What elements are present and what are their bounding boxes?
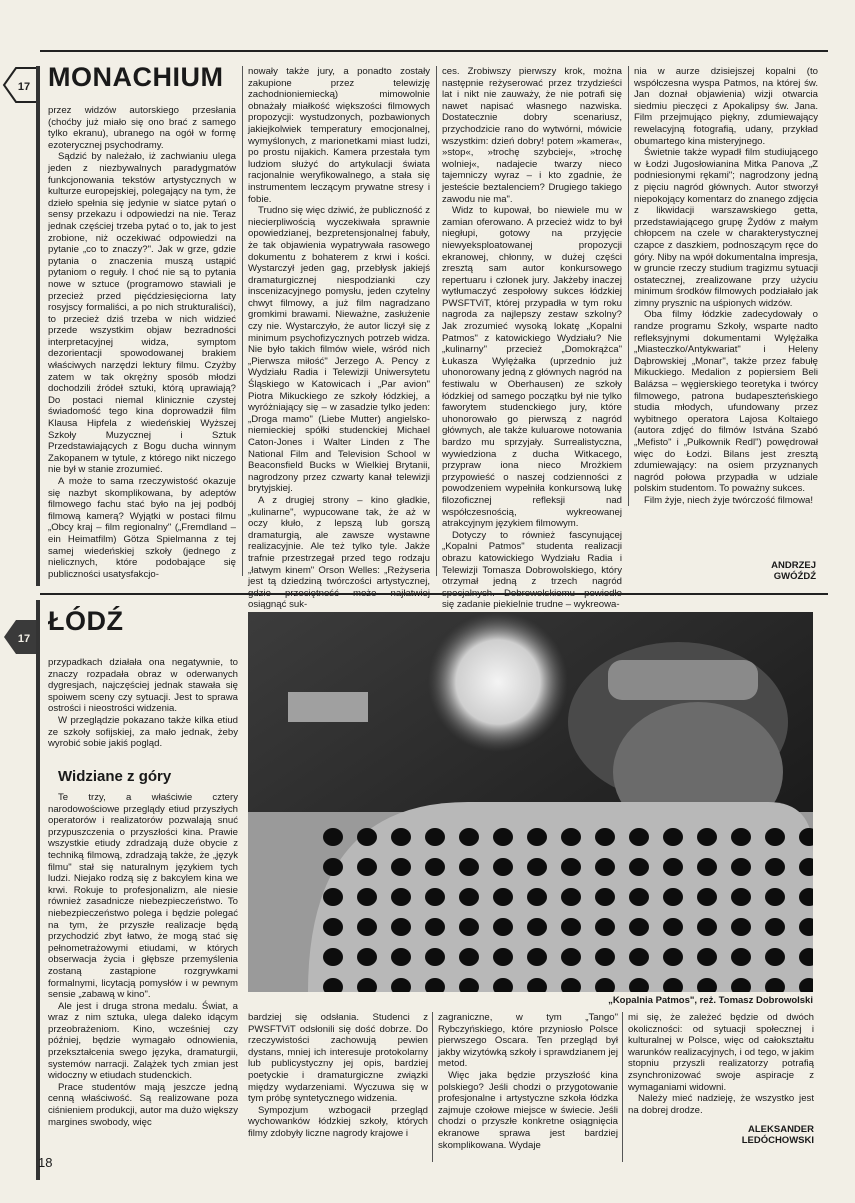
photo-caption: „Kopalnia Patmos", reż. Tomasz Dobrowolski (608, 995, 813, 1006)
section-subhead: Widziane z góry (58, 768, 172, 785)
paragraph: A z drugiej strony – kino gładkie, „kulinarne", wypucowane tak, że aż w oczy kłuło, z lepszą lub gorszą dramaturgią, ale zawsze wystawne realizacyjnie. Ale też tylko tyle. Jakże trafnie przestrzegał przed tego rodzaju „łatwym kinem" Orson Welles: „Reżyseria jest tą dziedziną twórczości artystycznej, osiągnąć suk- (248, 494, 430, 611)
column-divider (436, 66, 437, 576)
paragraph: mi się, że zależeć będzie od dwóch okoliczności: od sytuacji społecznej i kulturalnej w Polsce, więc od całokształtu warunków realizacyjnych, i od tego, w jakim stopniu przyszli realizatorzy potrafią zsynchronizować swoje aspiracje z wymaganiami widowni. (628, 1012, 814, 1093)
page-number: 18 (38, 1155, 53, 1170)
column-divider (628, 66, 629, 506)
paragraph: Więc jaka będzie przyszłość kina polskiego? Jeśli chodzi o przygotowanie profesjonalne i artystyczne szkoła łódzka zajmuje czołowe miejsce w świecie. Jeśli chodzi o przyszłe konkretne osiągnięcia ekranowe sprawa jest bardziej skomplikowana. Wydaje (438, 1069, 618, 1151)
film-still-photo (248, 612, 813, 992)
article2-column-1-bottom (48, 792, 238, 1158)
badge-bar (36, 66, 40, 586)
article2-author (690, 1124, 814, 1146)
article-title: ŁÓDŹ (48, 606, 124, 636)
paragraph: Film żyje, niech żyje twórczość filmowa! (644, 494, 813, 506)
article2-column-4 (628, 1012, 814, 1122)
paragraph: Dotyczy to również fascynującej „Kopalni Patmos" studenta realizacji obrazu katowickiego Wydziału Radia i Telewizji Tomasza Dobrowolskiego, który otrzymał jedną z trzech nagród się zadanie piekielnie trudne – wykreowa- (442, 529, 622, 611)
paragraph: Oba filmy łódzkie zadecydowały o randze programu Szkoły, wsparte nadto refleksyjnymi dokumentami Wylężałka „Miasteczko/Antykwariat" i Heleny Dąbrowskiej „Monar", także przez fabułę Mikuckiego. Medalion z popiersiem Beli Balázsa – węgierskiego teoretyka i twórcy filmowego, patrona budapeszteńskiego studia młodych, ufundowany przez wybitnego operatora Lajosa Koltaiego (autora zdjęć do filmów Istvána Szabó „Mefisto" i „Pułkownik Redl") powędrował więc do Łodzi. Bilans jest zresztą zdumiewający: na osiem przyznanych nagród połowa przypadła w udziale polskim studentom. To poważny sukces. (634, 309, 818, 495)
paragraph: przypadkach działała ona negatywnie, to znaczy rozpadała obraz w oderwanych dygresjach, najczęściej jednak stawała się spoiwem sceny czy sytuacji. Jest to sprawa ostrości i nieostrości widzenia. (48, 657, 238, 715)
paragraph: Ale jest i druga strona medalu. Świat, a wraz z nim sztuka, ulega daleko idącym przeobrażeniom. Kino, wcześniej czy później, będzie wymagało odnowienia, przekształcenia swego języka, dramaturgii, systemów narracji. Zalążek tych zmian jest widoczny w etiudach studenckich. (48, 1000, 238, 1082)
author-line: LEDÓCHOWSKI (741, 1135, 814, 1146)
paragraph: Sądzić by należało, iż zachwianiu ulega jeden z niezbywalnych paradygmatów funkcjonowania tekstów artystycznych w kulturze europejskiej, polegający na tym, że dzieło spełnia się jedynie w siatce pytań o sensy przekazu i odpowiedzi na nie. Teraz jednak częściej trzeba pytać o to, jak to jest zrobione, niż oczekiwać odpowiedzi na pytanie „co to znaczy?". Jak w grze, gdzie pytania o znaczenia muszą ustąpić pytaniom o reguły. I choć nie są to pytania nowe w sztuce (programowo stawiali je przecież przed pięćdziesięciorna laty rosyjscy formaliści, a po nich strukturaliści), to przecież dziś trzeba w nich widzieć przede wszystkim objaw bezradności interpretacyjnej widza, symptom dezorientacji spowodowanej brakiem właściwych narzędzi lektury filmu. Czyżby zatem w tak okrężny sposób młodzi dochodzili źródeł sztuki, którą uprawiają? Do postaci niemal klinicznie czystej świadomość tego kina doprowadził film Klausa Hipfela z wiedeńskiej Wyższej Szkoły Muzycznej i Sztuk Przedstawiających z Bogu ducha winnym Zakopanem w tytule, z którego nikt niczego nie był w stanie zrozumieć. (48, 151, 236, 476)
section-badge-icon (4, 620, 38, 654)
article2-column-1-top (48, 657, 238, 757)
paragraph: Widz to kupował, bo niewiele mu w zamian oferowano. A przecież widz to był niegłupi, gotowy na przyjęcie niewyeksploatowanej propozycji ekranowej, chłonny, w dużej części zresztą sam autor konkursowego repertuaru i członek jury. Jakżeby inaczej wytłumaczyć zespołowy sukces łódzkiej PWSFTViT, której przypadła w tym roku nagroda za najlepszy zestaw szkolny? Jak zrozumieć wysoką lokatę „Kopalni Patmos" z katowickiego Wydziału? Nie „kulinarny" przecież „Domokrążca" Łukasza Wylężałka (uprzednio już uhonorowany jedną z głównych nagród na festiwalu w Oberhausen) ze szkoły łódzkiej od samego początku był nie tylko faworytem studenckiego jury, które uhonorowało go pierwszą z nagród głównych, ale także kuluarowe notowania bardzo mu sprzyjały. Surrealistyczna, wywiedziona z ducha Witkacego, przypraw iona nieco Mrożkiem przypowieść o naszej codzienności z powodzeniem wypełniła konkursową lukę filozoficznej refleksji nad współczesnością, wykreowanej atrakcyjnym językiem filmowym. (442, 205, 622, 530)
article2-column-3 (438, 1012, 618, 1164)
paragraph: Należy mieć nadzieję, że wszystko jest na dobrej drodze. (628, 1093, 814, 1116)
article1-column-2 (248, 66, 430, 611)
paragraph: przez widzów autorskiego przesłania (choćby już miało się ono brać z samego tylko ekranu), ubranego na ogół w formę ezoterycznej psychodramy. (48, 105, 236, 151)
section-badge-number: 17 (17, 81, 31, 93)
section-badge-icon (4, 68, 38, 102)
paragraph: bardziej się odsłania. Studenci z PWSFTViT odsłonili się dość dobrze. Do rzeczywistości zachowują pewien dystans, mniej ich interesuje protokolarny lub publicystyczny jej opis, bardziej poetyckie i dramaturgiczne związki między wydarzeniami. Wyczuwa się w tym próbę syntetycznego widzenia. (248, 1012, 428, 1105)
author-line: ANDRZEJ (771, 560, 816, 571)
paragraph: zagraniczne, w tym „Tango" Rybczyńskiego, które przyniosło Polsce pierwszego Oscara. Ten przegląd był jakby wizytówką szkoły i sprawdzianem jej metod. (438, 1012, 618, 1070)
article-divider (40, 593, 828, 595)
paragraph: nia w aurze dzisiejszej kopalni (to współczesna wyspa Patmos, na której św. Jan doznał objawienia) wizji otwarcia siedmiu pieczęci z Apokalipsy św. Jana. Film przejmująco piękny, zdumiewający rewelacyjną fotografią, udany, przykład obumartego kina misteryjnego. (634, 66, 818, 147)
top-rule (40, 50, 828, 52)
paragraph: Prace studentów mają jeszcze jedną cenną właściwość. Są realizowane poza ciśnieniem produkcji, autor ma dużo większy margines swobody, więc (48, 1081, 238, 1128)
article1-column-4 (634, 66, 818, 554)
column-divider (432, 1012, 433, 1162)
paragraph: nowały także jury, a ponadto zostały zakupione przez telewizję zachodnioniemiecką) mimowolnie obnażały miałkość większości filmowych propozycji: wystudzonych, pozbawionych jakiejkolwiek temperatury emocjonalnej, wymyślonych, z marionetkami miast ludzi, po prostu nijakich. Kamera przestała tym ludziom służyć do artykulacji świata racjonalnie weryfikowalnego, a stała się instrumentem leczącym prywatne stresy i fobie. (248, 66, 430, 205)
article2-column-2 (248, 1012, 428, 1164)
column-divider (622, 1012, 623, 1162)
paragraph: Trudno się więc dziwić, że publiczność z niecierpliwością wyczekiwała sprawnie opowiedzianej, bezpretensjonalnej fabuły, że tak objawienia wypatrywała rasowego dokumentu z bohaterem z krwi i kości. Wystarczył jeden gag, przebłysk jakiejś dramaturgicznej niespodzianki czy inscenizacyjnego pomysłu, jeden czytelny chwyt filmowy, a już film nagradzano gromkimi brawami. Nieważne, zasłużenie czy nie. Wystarczyło, że autor liczył się z minimum psychofizycznych potrzeb widza. Nie było takich filmów wiele, wśród nich „Pierwsza miłość" Jerzego A. Pency z Wydziału Radia i Telewizji Uniwersytetu Śląskiego w Katowicach i „Par avion" Piotra Mikuckiego ze szkoły łódzkiej, a wyróżniający się – w zasadzie tylko jeden: „Droga mamo" (Liebe Mutter) angielsko-niemieckiej spółki studenckiej Michael Caton-Jones i Walter Linden z The National Film and Television School w Beaconsfield Bucks w Wielkiej Brytanii, nagrodzony przez czwarty kanał telewizji brytyjskiej. (248, 205, 430, 495)
article1-author (700, 560, 816, 582)
article1-column-1 (48, 105, 236, 583)
paragraph: Świetnie także wypadł film studiującego w Łodzi Jugosłowianina Mitka Panova „Z podniesionymi rękami"; nagrodzony jedną z pięciu nagród głównych. Autor stworzył niepokojący komentarz do znanego zdjęcia z likwidacji warszawskiego getta, przedstawiającego grupę Żydów z małym chłopcem na czele w charakterystycznej czapce z daszkiem, podnoszącym ręce do góry. Niby na wpół dokumentalna impresja, w gruncie rzeczy studium tragizmu sytuacji ostatecznej, zrealizowane przy użyciu minimum środków filmowych podziałało jak zimny prysznic na uśpionych widzów. (634, 147, 818, 309)
column-divider (242, 66, 243, 576)
article-title: MONACHIUM (48, 62, 224, 92)
paragraph: A może to sama rzeczywistość okazuje się nazbyt skomplikowana, by adeptów filmowego fachu stać było na jej podbój filmową kamerą? Wyjątki w postaci filmu „Obcy kraj – film regionalny" („Fremdland – ein Heimatfilm) Götza Spielmanna z tej samej wiedeńskiej szkoły (jednego z nielicznych, które podobające się publiczności usatysfakcjo- (48, 476, 236, 580)
paragraph: Sympozjum wzbogacił przegląd wychowanków łódzkiej szkoły, których filmy zdobyły liczne nagrody krajowe i (248, 1104, 428, 1139)
film-still-image (248, 612, 813, 992)
paragraph: Te trzy, a właściwie cztery narodowościowe przeglądy etiud przyszłych operatorów i realizatorów pozwalają snuć przypuszczenia o przyszłości kina. Prawie wszystkie etiudy zdradzają duże obycie z techniką filmową, zdradzają także, że „język filmu" stał się naturalnym językiem tych ludzi. Niejako rodzą się z bakcylem kina we krwi. Rokuje to profesjonalizm, ale niesie również zasadnicze niebezpieczeństwo. To niebezpieczeństwo polega i będzie polegać na tym, że przyszłe realizacje będą przychodzić zbyt łatwo, że mogą stać się pełnometrażowymi etiudami, w których obserwacja życia i głębsze przemyślenia zostaną zastąpione rozgrywkami formalnymi, licytacją pomysłów i w pewnym sensie „zabawą w kino". (48, 792, 238, 1001)
article1-column-3 (442, 66, 622, 611)
section-badge-number: 17 (17, 633, 31, 645)
author-line: ALEKSANDER (748, 1124, 814, 1135)
paragraph: W przeglądzie pokazano także kilka etiud ze szkoły sofijskiej, za mało jednak, żeby wyrobić sobie jakiś pogląd. (48, 714, 238, 750)
badge-bar (36, 600, 40, 1180)
paragraph: ces. Zrobiwszy pierwszy krok, można następnie reżyserować przez trzydzieści lat i nikt nie zauważy, że nie potrafi się nawet napisać własnego nazwiska. Dostatecznie dobry scenariusz, przychodzicie rano do wytwórni, mówicie wszystkim: dzień dobry! potem »kamera«, »stop«, »trochę szybciej«, »trochę wolniej«, nadajecie twarzy nieco tajemniczy wyraz – i kto zgadnie, że jesteście beztalenciem? Drugiego takiego zawodu nie ma". (442, 66, 622, 205)
author-line: GWÓŹDŹ (773, 571, 816, 582)
